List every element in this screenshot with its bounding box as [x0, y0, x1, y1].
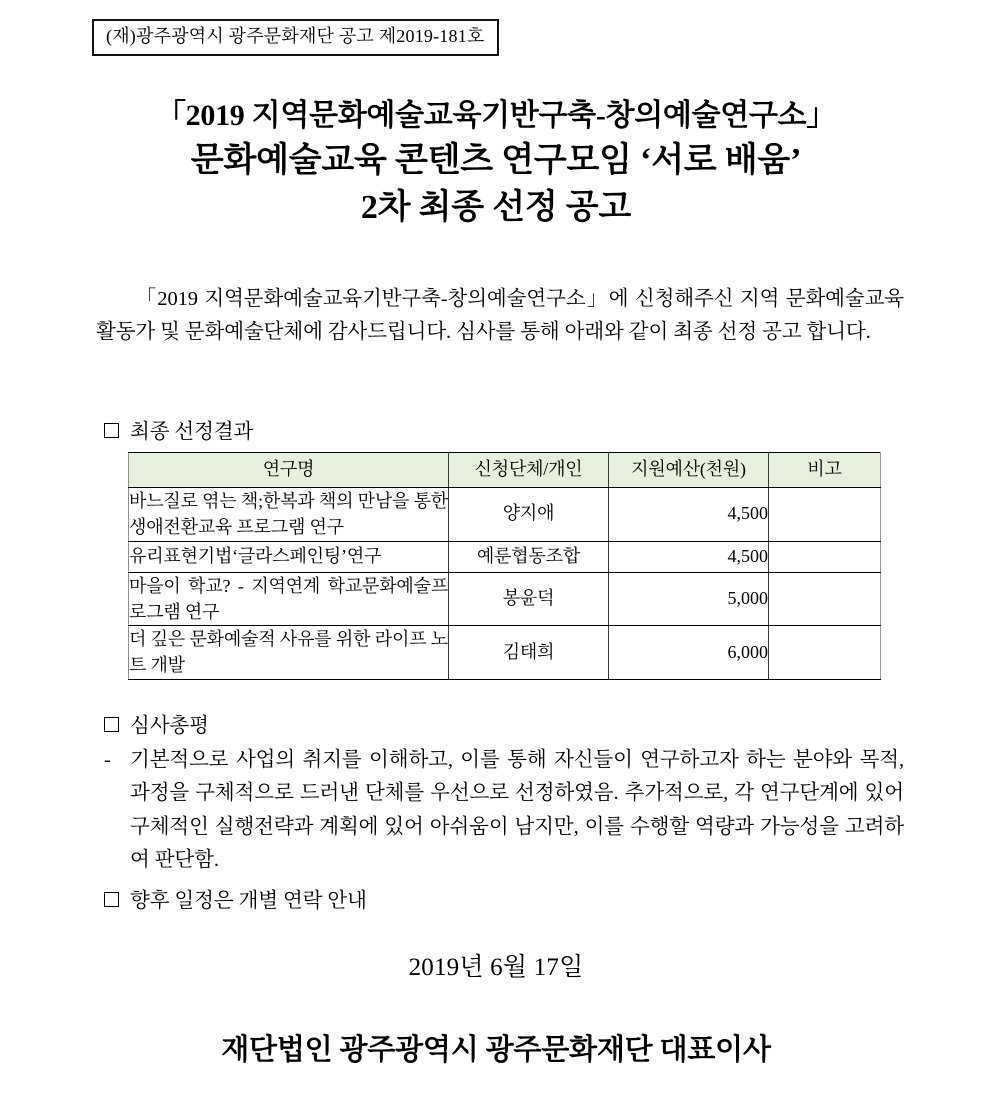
table-row — [129, 626, 881, 680]
document-signature: 재단법인 광주광역시 광주문화재단 대표이사 — [221, 1034, 771, 1066]
cell-remark — [769, 488, 881, 542]
page-title-line-3: 2차 최종 선정 공고 — [360, 189, 632, 227]
cell-remark — [769, 572, 881, 626]
review-summary-body — [104, 744, 904, 878]
column-header-budget: 지원예산(천원) — [609, 453, 769, 488]
cell-budget: 5,000 — [609, 572, 769, 626]
cell-applicant: 양지애 — [449, 488, 609, 542]
cell-research-name: 유리표현기법‘글라스페인팅’연구 — [129, 541, 449, 572]
square-bullet-icon — [104, 892, 119, 907]
intro-paragraph — [96, 283, 904, 349]
dash-bullet-icon: - — [104, 749, 111, 771]
page-title-line-2: 문화예술교육 콘텐츠 연구모임 ‘서로 배움’ — [190, 141, 802, 179]
page-title-line-1: 「2019 지역문화예술교육기반구축-창의예술연구소」 — [155, 99, 836, 132]
cell-budget: 6,000 — [609, 626, 769, 680]
column-header-remark: 비고 — [769, 453, 881, 488]
cell-budget: 4,500 — [609, 541, 769, 572]
table-row — [129, 541, 881, 572]
cell-applicant: 김태희 — [449, 626, 609, 680]
column-header-research-name: 연구명 — [129, 453, 449, 488]
section-heading-schedule — [104, 888, 367, 915]
table-header-row — [129, 453, 881, 488]
table-row — [129, 488, 881, 542]
cell-remark — [769, 541, 881, 572]
review-summary-text: 기본적으로 사업의 취지를 이해하고, 이를 통해 자신들이 연구하고자 하는 분야와 목적, 과정을 구체적으로 드러낸 단체를 우선으로 선정하였음. 추가적으로, 각 연구단계에 있어 구체적인 실행전략과 계획에 있어 아쉬움이 남지만, 이를 수행할 역량과 가능성을 고려하여 판단함. — [130, 749, 904, 872]
selection-results-table — [128, 452, 881, 680]
notice-number-box: (재)광주광역시 광주문화재단 공고 제2019-181호 — [92, 19, 499, 56]
cell-applicant: 예룬협동조합 — [449, 541, 609, 572]
square-bullet-icon — [104, 423, 119, 438]
document-title-block — [0, 96, 992, 231]
section-heading-results — [104, 419, 253, 446]
notice-number-container — [92, 19, 499, 56]
section-heading-results-label: 최종 선정결과 — [130, 421, 254, 443]
cell-remark — [769, 626, 881, 680]
table-row — [129, 572, 881, 626]
document-date: 2019년 6월 17일 — [408, 954, 584, 981]
cell-budget: 4,500 — [609, 488, 769, 542]
cell-applicant: 봉윤덕 — [449, 572, 609, 626]
column-header-applicant: 신청단체/개인 — [449, 453, 609, 488]
cell-research-name: 마을이 학교? - 지역연계 학교문화예술프로그램 연구 — [129, 572, 449, 626]
intro-paragraph-text: 「2019 지역문화예술교육기반구축-창의예술연구소」에 신청해주신 지역 문화예술교육 활동가 및 문화예술단체에 감사드립니다. 심사를 통해 아래와 같이 최종 선정 공고 합니다. — [96, 288, 904, 344]
square-bullet-icon — [104, 717, 119, 732]
cell-research-name: 바느질로 엮는 책;한복과 책의 만남을 통한 생애전환교육 프로그램 연구 — [129, 488, 449, 542]
section-heading-review-label: 심사총평 — [130, 715, 209, 737]
section-heading-review — [104, 713, 209, 740]
cell-research-name: 더 깊은 문화예술적 사유를 위한 라이프 노트 개발 — [129, 626, 449, 680]
section-heading-schedule-label: 향후 일정은 개별 연락 안내 — [130, 890, 367, 912]
